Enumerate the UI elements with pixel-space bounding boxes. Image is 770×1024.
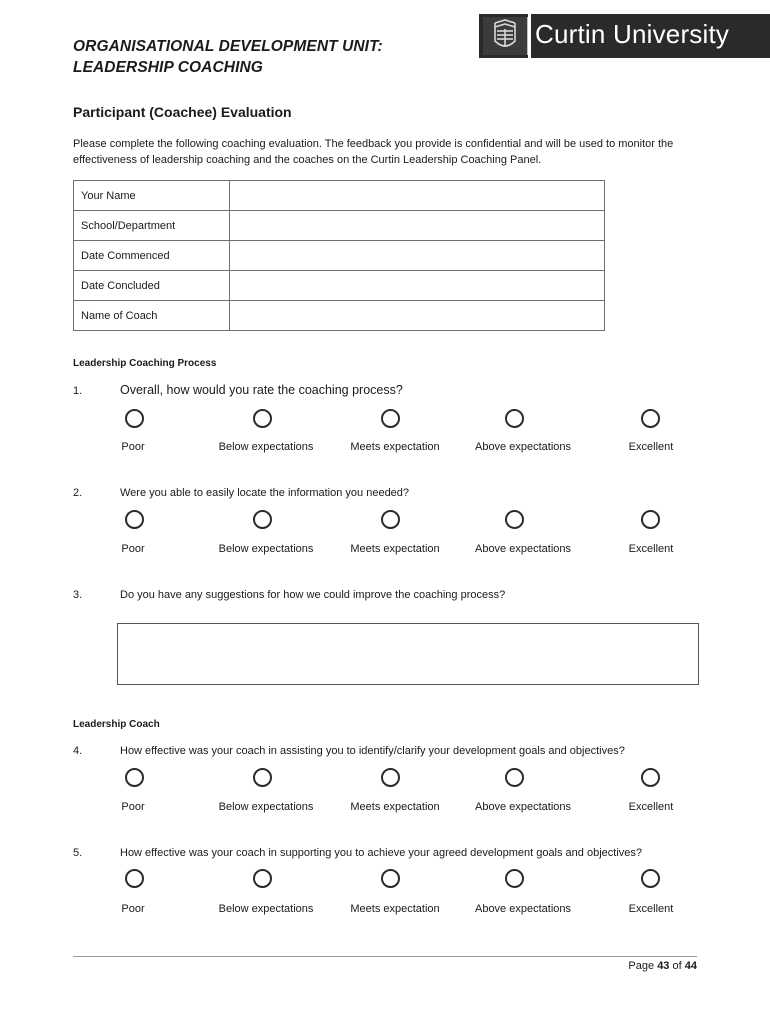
date-commenced-field[interactable] [230,241,605,271]
option-label-meets-expectation: Meets expectation [350,903,440,915]
logo-wordmark: Curtin University [535,19,730,49]
q4-radio-meets-expectation[interactable] [381,768,400,787]
question-text: Do you have any suggestions for how we could improve the coaching process? [120,589,506,601]
q4-radio-poor[interactable] [125,768,144,787]
option-label-excellent: Excellent [628,441,674,453]
q5-radio-excellent[interactable] [641,869,660,888]
field-label: Date Commenced [74,241,230,271]
q5-radio-below-expectations[interactable] [253,869,272,888]
your-name-field[interactable] [230,181,605,211]
q4-radio-above-expectations[interactable] [505,768,524,787]
q1-radio-above-expectations[interactable] [505,409,524,428]
field-label: School/Department [74,211,230,241]
school-department-field[interactable] [230,211,605,241]
option-label-poor: Poor [121,801,145,813]
option-label-meets-expectation: Meets expectation [350,801,440,813]
q5-radio-meets-expectation[interactable] [381,869,400,888]
question-text: Were you able to easily locate the information you needed? [120,487,410,499]
title-line-2: LEADERSHIP COACHING [73,59,263,76]
option-label-poor: Poor [121,543,145,555]
title-line-1: ORGANISATIONAL DEVELOPMENT UNIT: [73,38,383,55]
q1-radio-excellent[interactable] [641,409,660,428]
page-current: 43 [657,960,670,972]
option-label-below-expectations: Below expectations [218,543,314,555]
section-heading-process: Leadership Coaching Process [73,358,217,369]
q2-radio-above-expectations[interactable] [505,510,524,529]
page-label: Page [628,960,655,972]
question-number: 2. [73,487,83,499]
table-row [74,211,605,241]
table-row [74,181,605,211]
q5-radio-poor[interactable] [125,869,144,888]
table-row [74,241,605,271]
form-title: Participant (Coachee) Evaluation [73,104,292,120]
page-total: 44 [684,960,697,972]
option-label-below-expectations: Below expectations [218,801,314,813]
intro-text: Please complete the following coaching evaluation. The feedback you provide is confidential and will be used to monitor the effectiveness of leadership coaching and the coaches on the Curtin Leadership Coaching Panel. [73,138,674,166]
field-label: Name of Coach [74,301,230,331]
page-of: of [672,960,682,972]
q1-radio-poor[interactable] [125,409,144,428]
footer-divider [73,956,697,957]
option-label-above-expectations: Above expectations [474,543,571,555]
field-label: Your Name [74,181,230,211]
question-number: 4. [73,745,83,757]
page-number [628,960,697,972]
participant-details-table [73,180,605,331]
option-label-above-expectations: Above expectations [474,801,571,813]
crest-icon [483,17,528,55]
q4-radio-excellent[interactable] [641,768,660,787]
section-heading-coach: Leadership Coach [73,719,160,730]
q1-radio-below-expectations[interactable] [253,409,272,428]
suggestions-textarea[interactable] [117,623,699,685]
q4-radio-below-expectations[interactable] [253,768,272,787]
option-label-poor: Poor [121,441,145,453]
curtin-logo [479,14,770,58]
name-of-coach-field[interactable] [230,301,605,331]
logo-divider [528,14,531,58]
question-text: How effective was your coach in assisting you to identify/clarify your development goals and objectives? [120,745,625,757]
q1-radio-meets-expectation[interactable] [381,409,400,428]
field-label: Date Concluded [74,271,230,301]
question-text: Overall, how would you rate the coaching process? [120,383,403,397]
q2-radio-meets-expectation[interactable] [381,510,400,529]
option-label-poor: Poor [121,903,145,915]
table-row [74,301,605,331]
document-title [73,36,383,78]
date-concluded-field[interactable] [230,271,605,301]
option-label-meets-expectation: Meets expectation [350,441,440,453]
option-label-above-expectations: Above expectations [474,441,571,453]
q2-radio-poor[interactable] [125,510,144,529]
option-label-meets-expectation: Meets expectation [350,543,440,555]
option-label-excellent: Excellent [628,801,674,813]
option-label-excellent: Excellent [628,903,674,915]
table-row [74,271,605,301]
q2-radio-below-expectations[interactable] [253,510,272,529]
q5-radio-above-expectations[interactable] [505,869,524,888]
option-label-above-expectations: Above expectations [474,903,571,915]
option-label-excellent: Excellent [628,543,674,555]
option-label-below-expectations: Below expectations [218,903,314,915]
question-number: 5. [73,847,83,859]
q2-radio-excellent[interactable] [641,510,660,529]
option-label-below-expectations: Below expectations [218,441,314,453]
question-number: 3. [73,589,83,601]
question-number: 1. [73,385,83,397]
question-text: How effective was your coach in supporting you to achieve your agreed development goals and objectives? [120,847,643,859]
